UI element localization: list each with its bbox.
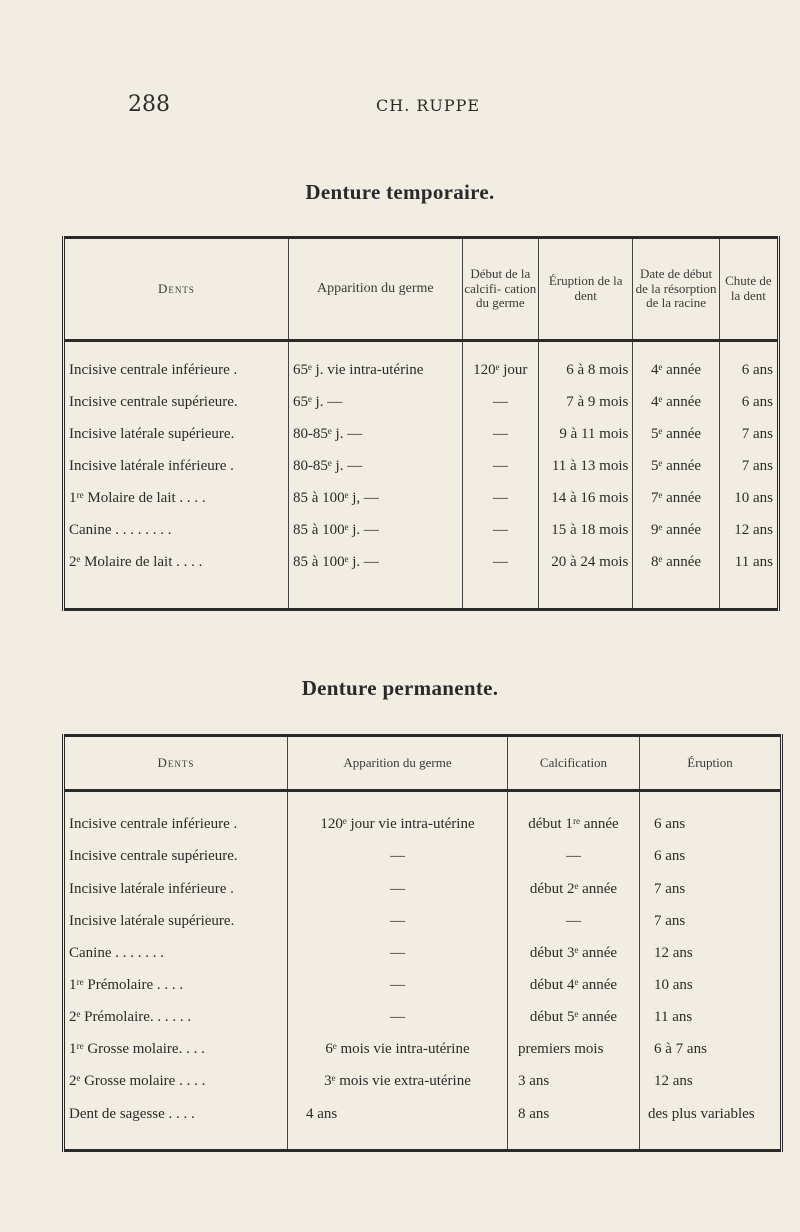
table-header-row xyxy=(64,736,782,791)
cell-eruption: 10 ans xyxy=(640,969,782,1001)
cell-calcification: 120ᵉ jour xyxy=(462,354,538,386)
table-row xyxy=(64,1034,782,1066)
cell-dent: 2ᵉ Molaire de lait . . . . xyxy=(69,553,203,570)
cell-calcification: — xyxy=(462,386,538,418)
cell-chute: 12 ans xyxy=(719,514,778,546)
cell-chute: 11 ans xyxy=(719,546,778,578)
table-row xyxy=(64,905,782,937)
table-row xyxy=(64,1098,782,1130)
table-row xyxy=(64,841,782,873)
cell-calcification: début 2ᵉ année xyxy=(508,873,640,905)
cell-eruption: des plus variables xyxy=(640,1098,782,1130)
cell-dent: 1ʳᵉ Molaire de lait . . . . xyxy=(69,489,206,506)
cell-apparition: — xyxy=(288,873,508,905)
header-chute: Chute de la dent xyxy=(719,238,778,341)
cell-dent: 2ᵉ Grosse molaire . . . . xyxy=(69,1073,206,1090)
cell-calcification: 8 ans xyxy=(508,1098,640,1130)
table-row xyxy=(64,937,782,969)
cell-dent: Canine . . . . . . . xyxy=(69,944,164,961)
cell-apparition: 80-85ᵉ j. — xyxy=(288,418,462,450)
cell-dent: Incisive latérale supérieure. xyxy=(69,912,235,929)
cell-apparition: 65ᵉ j. vie intra-utérine xyxy=(288,354,462,386)
cell-calcification: — xyxy=(462,546,538,578)
cell-resorption: 5ᵉ année xyxy=(633,418,719,450)
cell-chute: 7 ans xyxy=(719,418,778,450)
cell-resorption: 7ᵉ année xyxy=(633,482,719,514)
section-title-temporaire: Denture temporaire. xyxy=(305,180,495,204)
cell-eruption: 14 à 16 mois xyxy=(538,482,632,514)
cell-apparition: 4 ans xyxy=(288,1098,508,1130)
cell-calcification: — xyxy=(462,482,538,514)
cell-resorption: 8ᵉ année xyxy=(633,546,719,578)
cell-calcification: — xyxy=(508,905,640,937)
cell-dent: 2ᵉ Prémolaire. . . . . . xyxy=(69,1009,192,1026)
table-row xyxy=(64,1066,782,1098)
cell-eruption: 11 à 13 mois xyxy=(538,450,632,482)
table-denture-temporaire xyxy=(62,236,780,611)
cell-eruption: 7 ans xyxy=(640,873,782,905)
cell-resorption: 9ᵉ année xyxy=(633,514,719,546)
table-row xyxy=(64,450,779,482)
cell-eruption: 6 ans xyxy=(640,841,782,873)
cell-chute: 6 ans xyxy=(719,354,778,386)
cell-resorption: 5ᵉ année xyxy=(633,450,719,482)
page-number: 288 xyxy=(128,92,170,117)
cell-dent: Incisive latérale supérieure. xyxy=(69,425,235,442)
cell-dent: Incisive latérale inférieure . xyxy=(69,880,234,897)
table-row xyxy=(64,418,779,450)
cell-apparition: 85 à 100ᵉ j. — xyxy=(288,546,462,578)
cell-calcification: début 4ᵉ année xyxy=(508,969,640,1001)
cell-eruption: 12 ans xyxy=(640,937,782,969)
table-row xyxy=(64,482,779,514)
cell-eruption: 20 à 24 mois xyxy=(538,546,632,578)
table-row xyxy=(64,809,782,841)
header-dents: Dents xyxy=(64,736,288,791)
cell-eruption: 12 ans xyxy=(640,1066,782,1098)
cell-dent: Incisive centrale supérieure. xyxy=(69,848,238,865)
cell-resorption: 4ᵉ année xyxy=(633,354,719,386)
cell-apparition: 65ᵉ j. — xyxy=(288,386,462,418)
section-title-permanente: Denture permanente. xyxy=(301,676,499,700)
cell-chute: 7 ans xyxy=(719,450,778,482)
cell-apparition: 3ᵉ mois vie extra-utérine xyxy=(288,1066,508,1098)
cell-eruption: 7 à 9 mois xyxy=(538,386,632,418)
cell-apparition: 6ᵉ mois vie intra-utérine xyxy=(288,1034,508,1066)
table-header-row xyxy=(64,238,779,341)
cell-calcification: 3 ans xyxy=(508,1066,640,1098)
header-eruption: Éruption de la dent xyxy=(538,238,632,341)
cell-calcification: — xyxy=(462,450,538,482)
cell-calcification: début 1ʳᵉ année xyxy=(508,809,640,841)
cell-apparition: — xyxy=(288,905,508,937)
table-row xyxy=(64,1002,782,1034)
cell-dent: Dent de sagesse . . . . xyxy=(69,1105,195,1122)
table-denture-permanente xyxy=(62,734,783,1152)
cell-apparition: — xyxy=(288,841,508,873)
table-row xyxy=(64,514,779,546)
cell-calcification: début 5ᵉ année xyxy=(508,1002,640,1034)
cell-calcification: — xyxy=(462,418,538,450)
cell-dent: Incisive latérale inférieure . xyxy=(69,457,234,474)
cell-eruption: 11 ans xyxy=(640,1002,782,1034)
cell-calcification: — xyxy=(508,841,640,873)
cell-calcification: début 3ᵉ année xyxy=(508,937,640,969)
cell-dent: Incisive centrale inférieure . xyxy=(69,816,238,833)
cell-apparition: — xyxy=(288,937,508,969)
cell-chute: 6 ans xyxy=(719,386,778,418)
cell-dent: 1ʳᵉ Prémolaire . . . . xyxy=(69,977,184,993)
header-apparition-germe: Apparition du germe xyxy=(288,238,462,341)
cell-apparition: 120ᵉ jour vie intra-utérine xyxy=(288,809,508,841)
cell-eruption: 9 à 11 mois xyxy=(538,418,632,450)
running-head: CH. RUPPE xyxy=(376,96,481,115)
header-date-resorption: Date de début de la résorption de la racine xyxy=(633,238,719,341)
cell-calcification: premiers mois xyxy=(508,1034,640,1066)
cell-apparition: — xyxy=(288,1002,508,1034)
cell-dent: Canine . . . . . . . . xyxy=(69,521,172,538)
cell-apparition: 85 à 100ᵉ j, — xyxy=(288,482,462,514)
cell-eruption: 6 à 7 ans xyxy=(640,1034,782,1066)
cell-dent: Incisive centrale inférieure . xyxy=(69,361,238,378)
table-row xyxy=(64,873,782,905)
cell-eruption: 6 ans xyxy=(640,809,782,841)
cell-apparition: — xyxy=(288,969,508,1001)
header-calcification: Calcification xyxy=(508,736,640,791)
cell-apparition: 85 à 100ᵉ j. — xyxy=(288,514,462,546)
table-row xyxy=(64,546,779,578)
cell-eruption: 7 ans xyxy=(640,905,782,937)
header-eruption: Éruption xyxy=(640,736,782,791)
cell-calcification: — xyxy=(462,514,538,546)
cell-resorption: 4ᵉ année xyxy=(633,386,719,418)
cell-dent: Incisive centrale supérieure. xyxy=(69,393,238,410)
header-debut-calcification: Début de la calcifi- cation du germe xyxy=(462,238,538,341)
cell-eruption: 15 à 18 mois xyxy=(538,514,632,546)
cell-apparition: 80-85ᵉ j. — xyxy=(288,450,462,482)
table-row xyxy=(64,386,779,418)
cell-eruption: 6 à 8 mois xyxy=(538,354,632,386)
cell-dent: 1ʳᵉ Grosse molaire. . . . xyxy=(69,1041,205,1058)
header-apparition-germe: Apparition du germe xyxy=(288,736,508,791)
table-row xyxy=(64,969,782,1001)
cell-chute: 10 ans xyxy=(719,482,778,514)
table-row xyxy=(64,354,779,386)
header-dents: Dents xyxy=(64,238,289,341)
